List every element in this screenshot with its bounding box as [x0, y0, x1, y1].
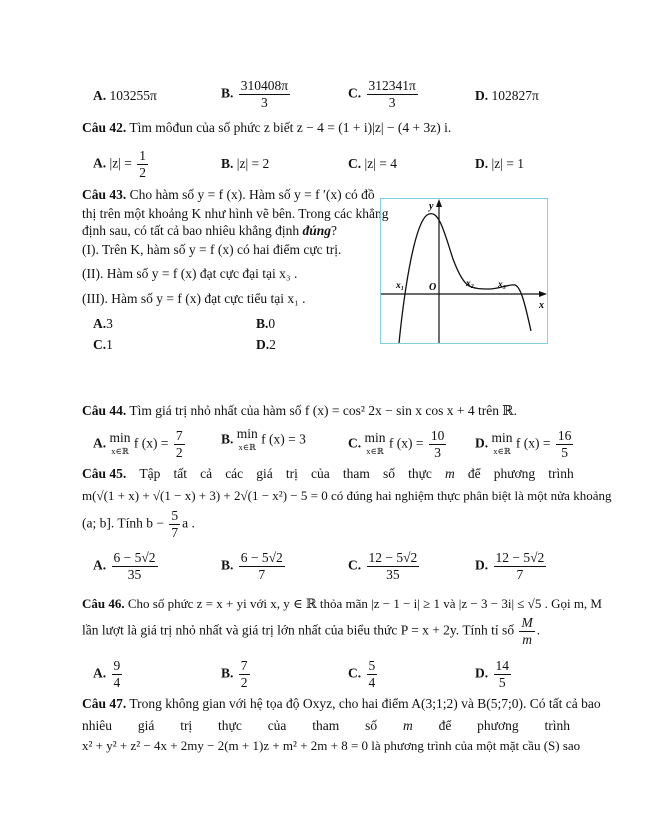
q46-line1: Câu 46. Cho số phức z = x + yi với x, y ∈ ℝ thỏa mãn |z − 1 − i| ≥ 1 và |z − 3 − 3i| ≤ √5 . Gọi m, M — [82, 596, 602, 611]
q46-choice-b: B. $\frac{7}{2}$ — [221, 658, 248, 690]
q44-choice-c: C. min x∈ℝ f (x) = $\frac{10}{3}$ — [348, 428, 445, 460]
y-axis-arrow — [436, 199, 442, 207]
x-label: x — [539, 300, 544, 311]
q46-choice-c: C. $\frac{5}{4}$ — [348, 658, 376, 690]
q43-line1: Câu 43. Cho hàm số y = f (x). Hàm số y = f ′(x) có đồ — [82, 187, 375, 202]
q43-choice-b: B.0 — [256, 316, 276, 331]
q42-choice-d: D. |z| = 1 — [475, 156, 525, 171]
y-label: y — [429, 201, 434, 212]
q42-choice-b: B. |z| = 2 — [221, 156, 270, 171]
x-axis-arrow — [539, 291, 547, 297]
q45-line3: (a; b]. Tính b − $\frac{5}{7}$ a . — [82, 508, 195, 540]
q45-choice-d: D. $\frac{12 - 5√2}{7}$ — [475, 550, 545, 582]
q41-choice-a: A. 103255π — [93, 88, 157, 103]
q46-line2: lần lượt là giá trị nhỏ nhất và giá trị lớn nhất của biểu thức P = x + 2y. Tính tỉ số $\frac{M}{m}$ . — [82, 615, 541, 647]
q43-choice-c: C.1 — [93, 337, 113, 352]
q43-statement-3: (III). Hàm số y = f (x) đạt cực tiểu tại x₁ . — [82, 291, 306, 306]
x3-label: x₃ — [498, 280, 507, 290]
q43-line3: định sau, có tất cả bao nhiêu khẳng định đúng? — [82, 223, 337, 238]
q44-choice-a: A. min x∈ℝ f (x) = $\frac{7}{2}$ — [93, 428, 183, 460]
f-prime-curve — [399, 214, 531, 343]
q43-choice-d: D.2 — [256, 337, 276, 352]
q45-choice-b: B. $\frac{6 - 5√2}{7}$ — [221, 550, 283, 582]
x2-label: x₂ — [466, 279, 475, 289]
q43-derivative-graph — [380, 198, 548, 344]
q46-choice-a: A. $\frac{9}{4}$ — [93, 658, 121, 690]
q47-line1: Câu 47. Trong không gian với hệ tọa độ Oxyz, cho hai điểm A(3;1;2) và B(5;7;0). Có tất cả bao — [82, 696, 601, 711]
q41-choice-d: D. 102827π — [475, 88, 539, 103]
q46-choice-d: D. $\frac{14}{5}$ — [475, 658, 509, 690]
q43-line2: thị trên một khoảng K như hình vẽ bên. Trong các khẳng — [82, 206, 389, 221]
q44-choice-b: B. min x∈ℝ f (x) = 3 — [221, 426, 306, 452]
q43-choice-a: A.3 — [93, 316, 113, 331]
q45-line1: Câu 45. Tập tất cả các giá trị của tham số thực m để phương trình — [82, 466, 574, 481]
q44-choice-d: D. min x∈ℝ f (x) = $\frac{16}{5}$ — [475, 428, 572, 460]
q41-choice-b: B. $\frac{310408\pi}{3}$ — [221, 78, 289, 110]
q42-choice-a: A. |z| = $\frac{1}{2}$ — [93, 148, 147, 180]
q45-line2: m(√(1 + x) + √(1 − x) + 3) + 2√(1 − x²) − 5 = 0 có đúng hai nghiệm thực phân biệt là một nửa khoảng — [82, 488, 612, 503]
q43-statement-1: (I). Trên K, hàm số y = f (x) có hai điểm cực trị. — [82, 242, 342, 257]
q47-line3: x² + y² + z² − 4x + 2my − 2(m + 1)z + m² + 2m + 8 = 0 là phương trình của một mặt cầu (S) sao — [82, 738, 581, 753]
q42-choice-c: C. |z| = 4 — [348, 156, 398, 171]
q42-stem: Câu 42. Tìm môđun của số phức z biết z − 4 = (1 + i)|z| − (4 + 3z) i. — [82, 120, 452, 135]
origin-label: O — [429, 282, 437, 293]
x1-label: x₁ — [396, 281, 405, 291]
q41-choice-c: C. $\frac{312341\pi}{3}$ — [348, 78, 416, 110]
q47-line2: nhiêu giá trị thực của tham số m để phương trình — [82, 718, 570, 733]
q44-stem: Câu 44. Tìm giá trị nhỏ nhất của hàm số f (x) = cos² 2x − sin x cos x + 4 trên ℝ. — [82, 403, 517, 418]
graph-svg — [381, 199, 547, 343]
q45-choice-c: C. $\frac{12 - 5√2}{35}$ — [348, 550, 418, 582]
q43-statement-2: (II). Hàm số y = f (x) đạt cực đại tại x₃ . — [82, 266, 298, 281]
q45-choice-a: A. $\frac{6 - 5√2}{35}$ — [93, 550, 156, 582]
